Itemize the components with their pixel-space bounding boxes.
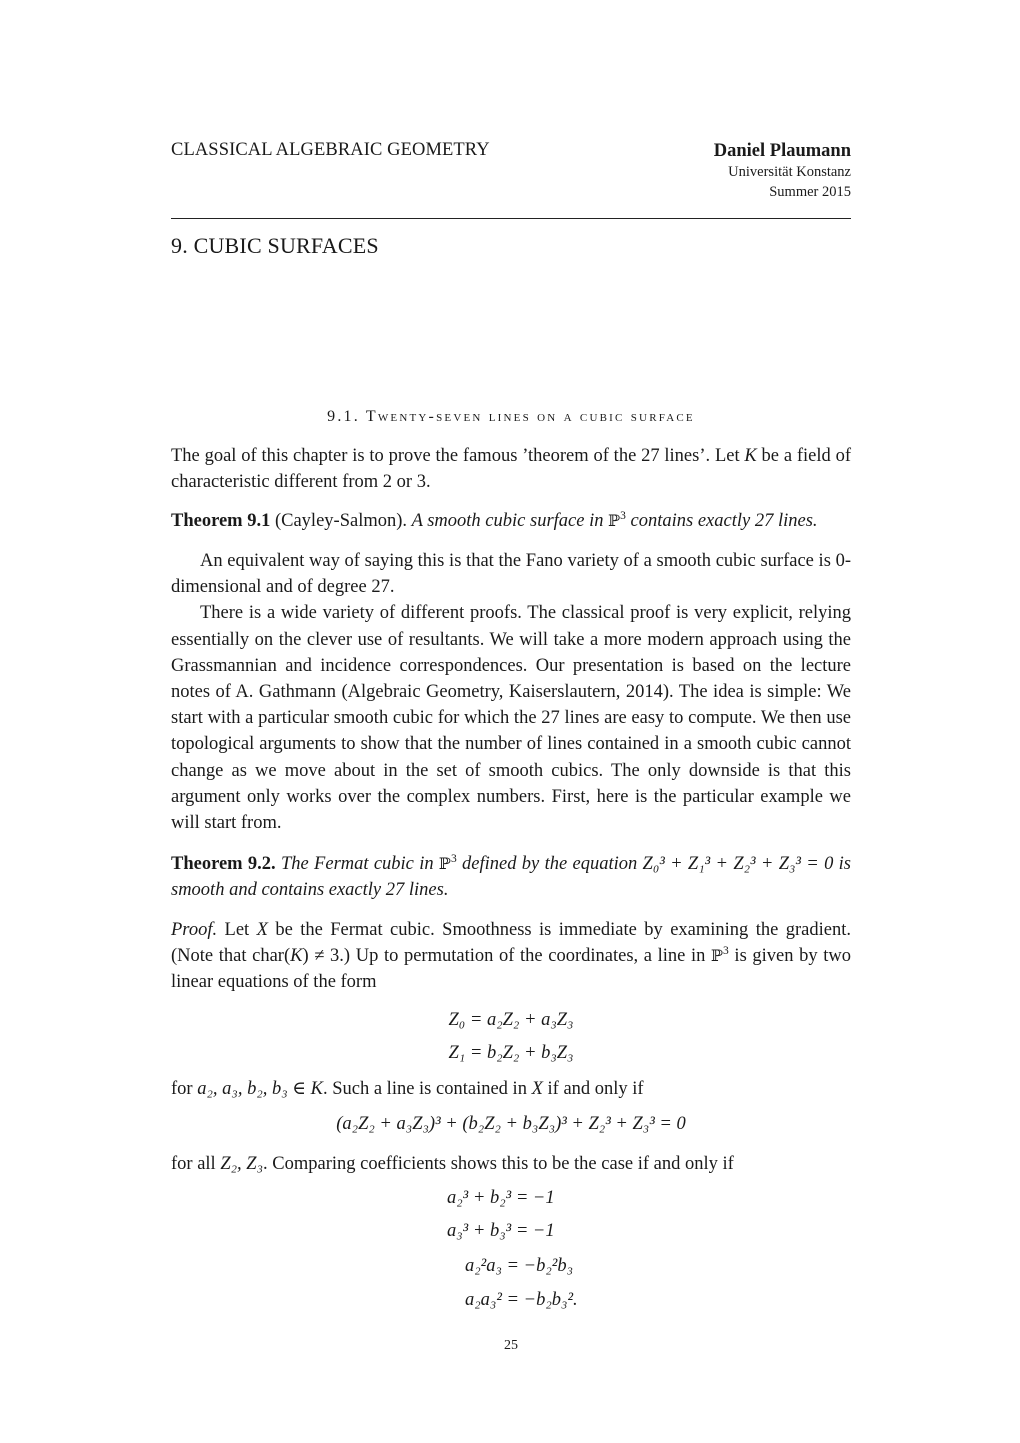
- theorem-9-2-label: Theorem 9.2.: [171, 854, 276, 874]
- for-all-text: for all: [171, 1154, 221, 1174]
- proof-label: Proof.: [171, 920, 218, 940]
- projective-space-exponent: 3: [620, 509, 626, 522]
- fermat-equation: Z₀³ + Z₁³ + Z₂³ + Z₃³ = 0: [642, 854, 834, 874]
- line-condition-text: [171, 1076, 851, 1102]
- projective-space-symbol: ℙ: [711, 946, 724, 966]
- author-block: [714, 140, 851, 202]
- var-X: X: [256, 920, 268, 940]
- theorem-9-1: [171, 508, 851, 534]
- iff-text: if and only if: [542, 1079, 644, 1099]
- author-name: Daniel Plaumann: [713, 141, 851, 161]
- system-equation-4: a₂a₃² = −b₂b₃².: [465, 1290, 578, 1310]
- coefficient-vars: a₂, a₃, b₂, b₃ ∈ K: [197, 1079, 323, 1099]
- chapter-title: 9. CUBIC SURFACES: [171, 233, 379, 258]
- projective-space-symbol: ℙ: [438, 854, 451, 873]
- for-text: for: [171, 1079, 198, 1099]
- system-equation-1: a₂³ + b₂³ = −1: [447, 1188, 555, 1208]
- paragraph-fano: An equivalent way of saying this is that the Fano variety of a smooth cubic surface is 0-dimensional and of degree 27.: [171, 551, 851, 598]
- theorem-9-2: [171, 851, 851, 903]
- theorem-9-1-label: Theorem 9.1: [171, 511, 271, 531]
- var-K: K: [290, 946, 303, 967]
- proof-text-3: ) ≠ 3.) Up to permutation of the coordinates, a line in: [302, 946, 712, 967]
- proof-text-1: Let: [217, 920, 257, 940]
- theorem-9-2-text-2: defined by the equation: [456, 854, 643, 874]
- system-equation-2: a₃³ + b₃³ = −1: [447, 1221, 555, 1241]
- theorem-9-1-statement-1: A smooth cubic surface in: [411, 511, 609, 531]
- var-K: K: [744, 446, 757, 466]
- term: Summer 2015: [769, 184, 851, 200]
- free-vars: Z₂, Z₃: [220, 1154, 264, 1174]
- proof-text-4: is given by two linear equations of the form: [171, 946, 852, 993]
- intro-text-1: The goal of this chapter is to prove the famous ’theorem of the 27 lines’. Let: [171, 446, 745, 466]
- theorem-9-2-text-1: The Fermat cubic in: [280, 854, 439, 874]
- page-number: 25: [504, 1338, 518, 1353]
- line-equation-2: Z₁ = b₂Z₂ + b₃Z₃: [448, 1043, 574, 1063]
- header-divider: [171, 218, 851, 219]
- comparison-text: [171, 1151, 851, 1177]
- affiliation: Universität Konstanz: [728, 164, 851, 180]
- proof-text-2: be the Fermat cubic. Smoothness is immediate by examining the gradient. (Note that char(: [171, 920, 851, 967]
- projective-space-symbol: ℙ: [608, 511, 621, 530]
- system-equation-3: a₂²a₃ = −b₂²b₃: [465, 1256, 574, 1276]
- course-title: CLASSICAL ALGEBRAIC GEOMETRY: [171, 140, 490, 160]
- intro-text-2: be a field of characteristic different from 2 or 3.: [171, 446, 851, 493]
- theorem-9-2-text-3: is smooth and contains exactly 27 lines.: [171, 854, 851, 901]
- proof: [171, 917, 851, 996]
- line-equation-1: Z₀ = a₂Z₂ + a₃Z₃: [448, 1010, 574, 1030]
- running-header: [171, 140, 851, 204]
- projective-space-exponent: 3: [450, 852, 457, 865]
- projective-space-exponent: 3: [723, 945, 729, 958]
- section-title: 9.1. Twenty-seven lines on a cubic surface: [327, 408, 695, 425]
- intro-paragraph: [171, 443, 851, 495]
- paragraph-proofs: There is a wide variety of different proofs. The classical proof is very explicit, relying essentially on the clever use of resultants. We will take a more modern approach using the Grassmannian and incidence correspondences. Our presentation is based on the lecture notes of A. Gathmann (Algebraic Geometry, Kaiserslautern, 2014). The idea is simple: We start with a particular smooth cubic for which the 27 lines are easy to compute. We then use topological arguments to show that the number of lines contained in a smooth cubic cannot change as we move about in the set of smooth cubics. The only downside is that this argument only works over the complex numbers. First, here is the particular example we will start from.: [171, 603, 851, 834]
- coefficient-comparison-text: . Comparing coefficients shows this to be the case if and only if: [263, 1154, 734, 1174]
- theorem-9-1-attribution: (Cayley-Salmon).: [274, 511, 408, 531]
- substituted-equation: (a₂Z₂ + a₃Z₃)³ + (b₂Z₂ + b₃Z₃)³ + Z₂³ + Z₃³ = 0: [336, 1114, 686, 1134]
- var-X: X: [531, 1079, 543, 1099]
- containment-text: . Such a line is contained in: [322, 1079, 532, 1099]
- theorem-9-1-statement-2: contains exactly 27 lines.: [625, 511, 818, 531]
- discussion: [171, 548, 851, 836]
